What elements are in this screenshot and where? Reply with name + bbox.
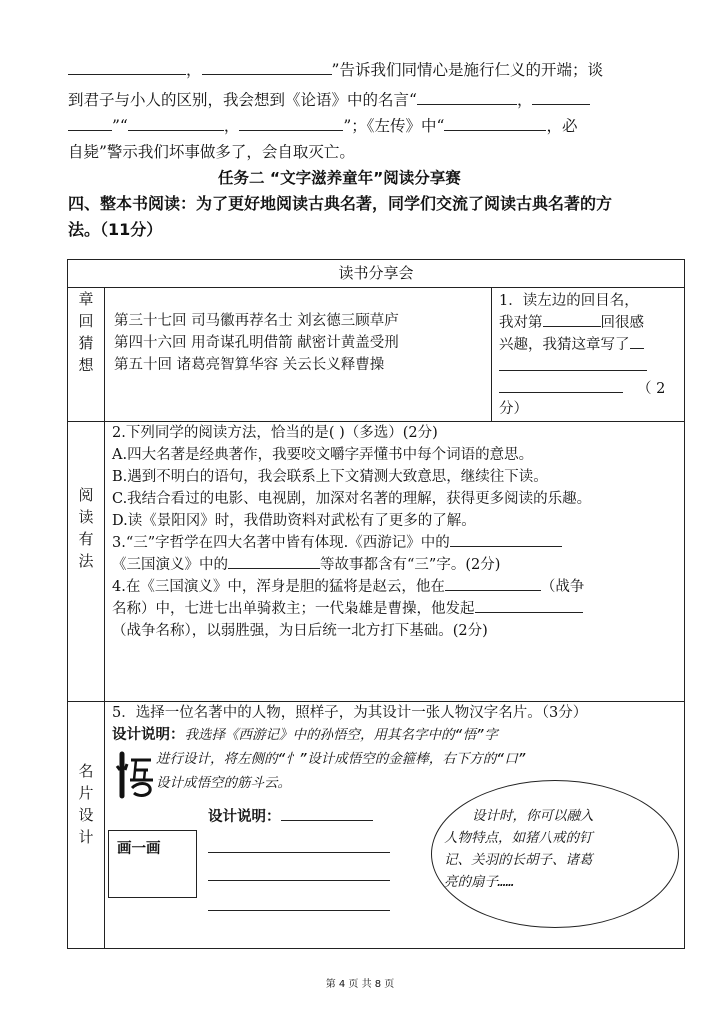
question-4: 4.在《三国演义》中，浑身是胆的猛将是赵云，他在 （战争 <box>112 576 584 599</box>
drawing-box[interactable] <box>108 830 197 898</box>
question-1-line-4 <box>499 356 647 379</box>
answer-blank[interactable] <box>532 90 590 105</box>
answer-blank[interactable] <box>68 116 112 131</box>
question-1: 1．读左边的回目名， <box>499 293 639 309</box>
answer-blank[interactable] <box>543 312 601 327</box>
question-3: 3.“三”字哲学在四大名著中皆有体现.《西游记》中的 <box>112 532 562 555</box>
section-heading-line-2: 法。（11分） <box>68 220 163 239</box>
answer-blank[interactable] <box>239 116 343 131</box>
draw-label: 画一画 <box>117 841 161 857</box>
answer-blank[interactable] <box>281 806 373 821</box>
question-2: 2.下列同学的阅读方法，恰当的是( )（多选）(2分) <box>112 425 438 441</box>
answer-blank[interactable] <box>444 116 546 131</box>
chapter-title: 第三十七回 司马徽再荐名士 刘玄德三顾草庐 <box>114 313 399 329</box>
design-example-line-1: 设计说明：我选择《西游记》中的孙悟空，用其名字中的“悟”字 <box>112 727 498 743</box>
answer-blank[interactable] <box>228 554 320 569</box>
question-1-line-2: 我对第 回很感 <box>499 312 644 335</box>
row-label-chapter-guess: 章 回 猜 想 <box>78 290 94 374</box>
fill-line-3: ”“ ， ”；《左传》中“ ，必 <box>68 116 578 136</box>
answer-blank[interactable] <box>68 60 186 75</box>
tip-line: 亮的扇子…… <box>444 874 515 890</box>
answer-line[interactable] <box>208 910 390 911</box>
divider <box>104 287 105 949</box>
answer-blank[interactable] <box>499 378 623 393</box>
question-3-line-2: 《三国演义》中的 等故事都含有“三”字。(2分) <box>112 554 500 577</box>
question-4-line-3: （战争名称），以弱胜强，为日后统一北方打下基础。(2分) <box>112 623 488 639</box>
answer-line[interactable] <box>208 880 390 881</box>
fill-line-2: 到君子与小人的区别，我会想到《论语》中的名言“ ， <box>68 90 590 110</box>
question-4-line-2: 名称）中，七进七出单骑救主；一代枭雄是曹操，他发起 <box>112 598 583 621</box>
task-title: 任务二 “文字滋养童年”阅读分享赛 <box>218 169 461 187</box>
divider <box>68 287 684 288</box>
fill-line-4: 自毙”警示我们坏事做多了，会自取灭亡。 <box>68 143 355 161</box>
answer-blank[interactable] <box>445 576 541 591</box>
design-example-line-3: 设计成悟空的筋斗云。 <box>156 775 291 791</box>
table-header: 读书分享会 <box>338 264 414 282</box>
answer-blank[interactable] <box>202 60 332 75</box>
design-description-label: 设计说明： <box>208 806 373 829</box>
chapter-title: 第四十六回 用奇谋孔明借箭 献密计黄盖受刑 <box>114 335 399 351</box>
answer-blank[interactable] <box>475 598 583 613</box>
row-label-name-card: 名 片 设 计 <box>78 762 94 846</box>
option-c[interactable]: C.我结合看过的电影、电视剧，加深对名著的理解，获得更多阅读的乐趣。 <box>112 491 592 507</box>
reading-share-table <box>67 259 685 949</box>
question-1-line-3: 兴趣，我猜这章写了 <box>499 334 644 357</box>
page-footer: 第 4 页 共 8 页 <box>325 979 395 990</box>
row-label-reading-method: 阅 读 有 法 <box>78 486 94 570</box>
answer-blank[interactable] <box>417 90 517 105</box>
answer-blank[interactable] <box>499 356 647 371</box>
question-5: 5．选择一位名著中的人物，照样子，为其设计一张人物汉字名片。（3分） <box>112 705 588 721</box>
tip-line: 人物特点，如猪八戒的钉 <box>444 830 593 846</box>
option-b[interactable]: B.遇到不明白的语句，我会联系上下文猜测大致意思，继续往下读。 <box>112 469 548 485</box>
chapter-title: 第五十回 诸葛亮智算华容 关云长义释曹操 <box>114 357 385 373</box>
design-example-line-2: 进行设计，将左侧的“忄”设计成悟空的金箍棒，右下方的“口” <box>156 751 527 767</box>
answer-blank[interactable] <box>128 116 224 131</box>
question-1-points: 分） <box>499 401 528 417</box>
tip-line: 记、关羽的长胡子、诸葛 <box>444 852 593 868</box>
question-1-line-5: （ 2 <box>499 378 665 401</box>
divider <box>491 287 492 421</box>
option-a[interactable]: A.四大名著是经典著作，我要咬文嚼字弄懂书中每个词语的意思。 <box>112 447 534 463</box>
section-heading-line-1: 四、整本书阅读：为了更好地阅读古典名著，同学们交流了阅读古典名著的方 <box>68 194 613 213</box>
wu-character-design-icon <box>114 750 156 800</box>
answer-line[interactable] <box>208 852 390 853</box>
tip-bubble <box>431 780 679 928</box>
tip-line: 设计时，你可以融入 <box>472 808 594 824</box>
option-d[interactable]: D.读《景阳冈》时，我借助资料对武松有了更多的了解。 <box>112 513 476 529</box>
answer-blank[interactable] <box>450 532 562 547</box>
answer-blank[interactable] <box>630 334 644 349</box>
fill-line-1: ， ”告诉我们同情心是施行仁义的开端；谈 <box>68 60 603 80</box>
